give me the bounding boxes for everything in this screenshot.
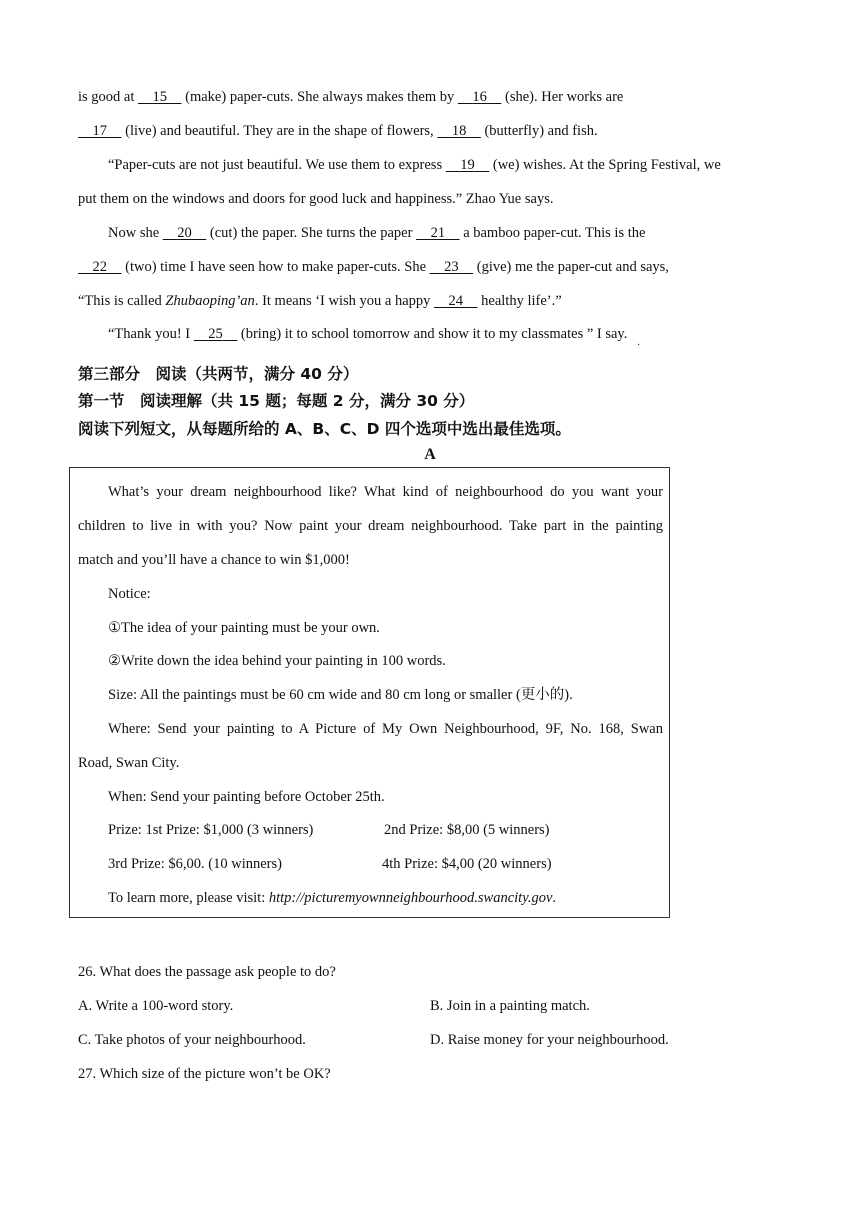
box-line: children to live in with you? Now paint your dream neighbourhood. Take part in the painting bbox=[78, 518, 663, 534]
size-line: Size: All the paintings must be 60 cm wide and 80 cm long or smaller (更小的). bbox=[108, 687, 573, 703]
box-line: What’s your dream neighbourhood like? What kind of neighbourhood do you want your bbox=[108, 484, 663, 500]
text: (butterfly) and fish. bbox=[480, 123, 598, 139]
blank-21: 21 bbox=[430, 225, 446, 241]
question-26: 26. What does the passage ask people to do? bbox=[78, 964, 336, 980]
blank-15: 15 bbox=[152, 89, 168, 105]
blank-25: 25 bbox=[208, 326, 223, 342]
notice-label: Notice: bbox=[108, 586, 151, 602]
passage-line bbox=[78, 87, 623, 107]
text: (she). Her works are bbox=[501, 89, 624, 105]
text: “Thank you! I bbox=[108, 326, 194, 342]
section-instruction: 阅读下列短文，从每题所给的 A、B、C、D 四个选项中选出最佳选项。 bbox=[78, 420, 571, 438]
blank-24: 24 bbox=[448, 293, 464, 309]
text: . It means ‘I wish you a happy bbox=[254, 293, 435, 309]
prize-1: Prize: 1st Prize: $1,000 (3 winners) bbox=[108, 822, 314, 838]
text: To learn more, please visit: bbox=[108, 890, 269, 906]
section-title: 第三部分 阅读（共两节，满分 40 分） bbox=[78, 365, 359, 383]
option-26c: C. Take photos of your neighbourhood. bbox=[78, 1032, 306, 1048]
notice-item-2: ②Write down the idea behind your painting in 100 words. bbox=[108, 653, 446, 669]
text: (two) time I have seen how to make paper-cuts. She bbox=[121, 259, 430, 275]
blank-20: 20 bbox=[177, 225, 192, 241]
text: Now she bbox=[108, 225, 163, 241]
text: (we) wishes. At the Spring Festival, we bbox=[489, 157, 721, 173]
passage-line bbox=[78, 291, 562, 311]
passage-line bbox=[78, 257, 669, 277]
text: a bamboo paper-cut. This is the bbox=[459, 225, 646, 241]
passage-line: put them on the windows and doors for good luck and happiness.” Zhao Yue says. bbox=[78, 191, 554, 207]
blank-17: 17 bbox=[92, 123, 107, 139]
text: (make) paper-cuts. She always makes them by bbox=[181, 89, 458, 105]
website-link[interactable]: http://picturemyownneighbourhood.swancity.gov bbox=[268, 890, 553, 906]
text: . bbox=[552, 890, 557, 906]
passage-label: A bbox=[424, 446, 436, 463]
blank-16: 16 bbox=[472, 89, 487, 105]
text: (give) me the paper-cut and says, bbox=[473, 259, 669, 275]
text: (cut) the paper. She turns the paper bbox=[206, 225, 417, 241]
text: “Paper-cuts are not just beautiful. We use them to express bbox=[108, 157, 446, 173]
where-line-2: Road, Swan City. bbox=[78, 755, 180, 771]
text: “This is called bbox=[78, 293, 166, 309]
text: healthy life’.” bbox=[477, 293, 562, 309]
passage-line bbox=[108, 223, 645, 243]
option-26b: B. Join in a painting match. bbox=[430, 998, 590, 1014]
when-line: When: Send your painting before October 25th. bbox=[108, 789, 385, 805]
text: (bring) it to school tomorrow and show it to my classmates ” I say. bbox=[237, 326, 628, 342]
box-line: match and you’ll have a chance to win $1,000! bbox=[78, 552, 350, 568]
italic-term: Zhubaoping’an bbox=[165, 293, 255, 309]
blank-23: 23 bbox=[444, 259, 459, 275]
text: (live) and beautiful. They are in the shape of flowers, bbox=[121, 123, 438, 139]
text: is good at bbox=[78, 89, 139, 105]
notice-item-1: ①The idea of your painting must be your own. bbox=[108, 620, 380, 636]
prize-4: 4th Prize: $4,00 (20 winners) bbox=[382, 856, 552, 872]
passage-line bbox=[108, 324, 627, 344]
blank-22: 22 bbox=[92, 259, 107, 275]
passage-line bbox=[78, 121, 598, 141]
blank-18: 18 bbox=[451, 123, 467, 139]
passage-line bbox=[108, 155, 721, 175]
prize-2: 2nd Prize: $8,00 (5 winners) bbox=[384, 822, 550, 838]
option-26a: A. Write a 100-word story. bbox=[78, 998, 234, 1014]
stray-dot: · bbox=[637, 340, 641, 351]
learn-more-line bbox=[108, 888, 556, 908]
section-subtitle: 第一节 阅读理解（共 15 题；每题 2 分，满分 30 分） bbox=[78, 392, 475, 410]
option-26d: D. Raise money for your neighbourhood. bbox=[430, 1032, 669, 1048]
where-line: Where: Send your painting to A Picture of My Own Neighbourhood, 9F, No. 168, Swan bbox=[108, 721, 663, 737]
prize-3: 3rd Prize: $6,00. (10 winners) bbox=[108, 856, 282, 872]
question-27: 27. Which size of the picture won’t be OK? bbox=[78, 1066, 331, 1082]
blank-19: 19 bbox=[460, 157, 475, 173]
